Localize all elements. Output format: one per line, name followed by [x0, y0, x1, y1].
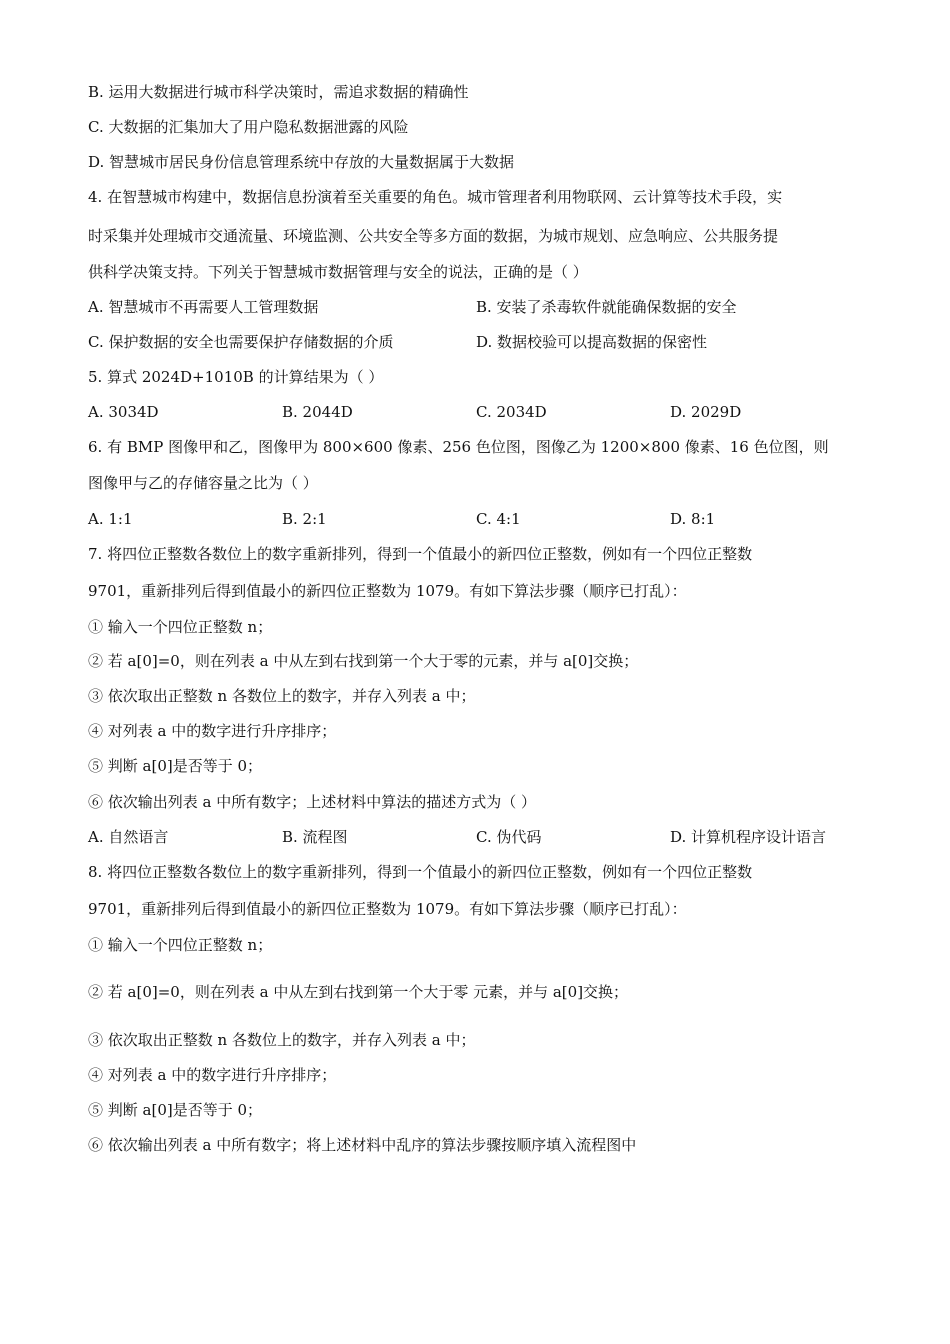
q7-stem-line2: 9701，重新排列后得到值最小的新四位正整数为 1079。有如下算法步骤（顺序已打乱）：: [88, 582, 687, 600]
q8-step-1: ① 输入一个四位正整数 n；: [88, 936, 273, 954]
q7-option-a: A. 自然语言: [88, 828, 169, 846]
q5-option-b: B. 2044D: [282, 403, 353, 421]
q4-option-a: A. 智慧城市不再需要人工管理数据: [88, 298, 319, 316]
q7-step-2: ② 若 a[0]=0，则在列表 a 中从左到右找到第一个大于零的元素，并与 a[0]交换；: [88, 652, 639, 670]
prev-option-c: C. 大数据的汇集加大了用户隐私数据泄露的风险: [88, 118, 409, 136]
q5-option-d: D. 2029D: [670, 403, 742, 421]
q4-option-c: C. 保护数据的安全也需要保护存储数据的介质: [88, 333, 394, 351]
q7-option-d: D. 计算机程序设计语言: [670, 828, 827, 846]
q7-option-c: C. 伪代码: [476, 828, 542, 846]
q8-step-3: ③ 依次取出正整数 n 各数位上的数字，并存入列表 a 中；: [88, 1031, 476, 1049]
q6-stem-line2: 图像甲与乙的存储容量之比为（ ）: [88, 474, 318, 492]
q7-option-b: B. 流程图: [282, 828, 348, 846]
q8-stem-line1: 8. 将四位正整数各数位上的数字重新排列，得到一个值最小的新四位正整数，例如有一个四位正整数: [88, 863, 753, 881]
q6-stem-line1: 6. 有 BMP 图像甲和乙，图像甲为 800×600 像素、256 色位图，图像乙为 1200×800 像素、16 色位图，则: [88, 438, 829, 456]
q7-step-4: ④ 对列表 a 中的数字进行升序排序；: [88, 722, 337, 740]
q7-step-5: ⑤ 判断 a[0]是否等于 0；: [88, 757, 263, 775]
q7-step-6: ⑥ 依次输出列表 a 中所有数字；上述材料中算法的描述方式为（ ）: [88, 793, 537, 811]
q4-options-row1: [88, 297, 863, 317]
q5-option-a: A. 3034D: [88, 403, 159, 421]
q6-option-d: D. 8:1: [670, 510, 716, 528]
q4-stem-line1: 4. 在智慧城市构建中，数据信息扮演着至关重要的角色。城市管理者利用物联网、云计算等技术手段，实: [88, 188, 783, 206]
q4-option-b: B. 安装了杀毒软件就能确保数据的安全: [476, 298, 737, 316]
q4-stem-line3: 供科学决策支持。下列关于智慧城市数据管理与安全的说法，正确的是（ ）: [88, 263, 588, 281]
q8-step-4: ④ 对列表 a 中的数字进行升序排序；: [88, 1066, 337, 1084]
q4-options-row2: [88, 332, 863, 352]
prev-option-d: D. 智慧城市居民身份信息管理系统中存放的大量数据属于大数据: [88, 153, 515, 171]
q8-step-6: ⑥ 依次输出列表 a 中所有数字；将上述材料中乱序的算法步骤按顺序填入流程图中: [88, 1136, 637, 1154]
q5-options: [88, 402, 863, 422]
prev-option-b: B. 运用大数据进行城市科学决策时，需追求数据的精确性: [88, 83, 469, 101]
q5-option-c: C. 2034D: [476, 403, 547, 421]
q6-option-a: A. 1:1: [88, 510, 133, 528]
q6-option-b: B. 2:1: [282, 510, 327, 528]
q7-step-3: ③ 依次取出正整数 n 各数位上的数字，并存入列表 a 中；: [88, 687, 476, 705]
q8-step-2: ② 若 a[0]=0，则在列表 a 中从左到右找到第一个大于零 元素，并与 a[0]交换；: [88, 983, 629, 1001]
q4-stem-line2: 时采集并处理城市交通流量、环境监测、公共安全等多方面的数据，为城市规划、应急响应、公共服务提: [88, 227, 779, 245]
q8-step-5: ⑤ 判断 a[0]是否等于 0；: [88, 1101, 263, 1119]
q6-options: [88, 509, 863, 529]
q7-stem-line1: 7. 将四位正整数各数位上的数字重新排列，得到一个值最小的新四位正整数，例如有一个四位正整数: [88, 545, 753, 563]
q4-option-d: D. 数据校验可以提高数据的保密性: [476, 333, 708, 351]
q8-stem-line2: 9701，重新排列后得到值最小的新四位正整数为 1079。有如下算法步骤（顺序已打乱）：: [88, 900, 687, 918]
q5-stem: 5. 算式 2024D+1010B 的计算结果为（ ）: [88, 368, 384, 386]
q7-options: [88, 827, 863, 847]
q7-step-1: ① 输入一个四位正整数 n；: [88, 618, 273, 636]
q6-option-c: C. 4:1: [476, 510, 521, 528]
